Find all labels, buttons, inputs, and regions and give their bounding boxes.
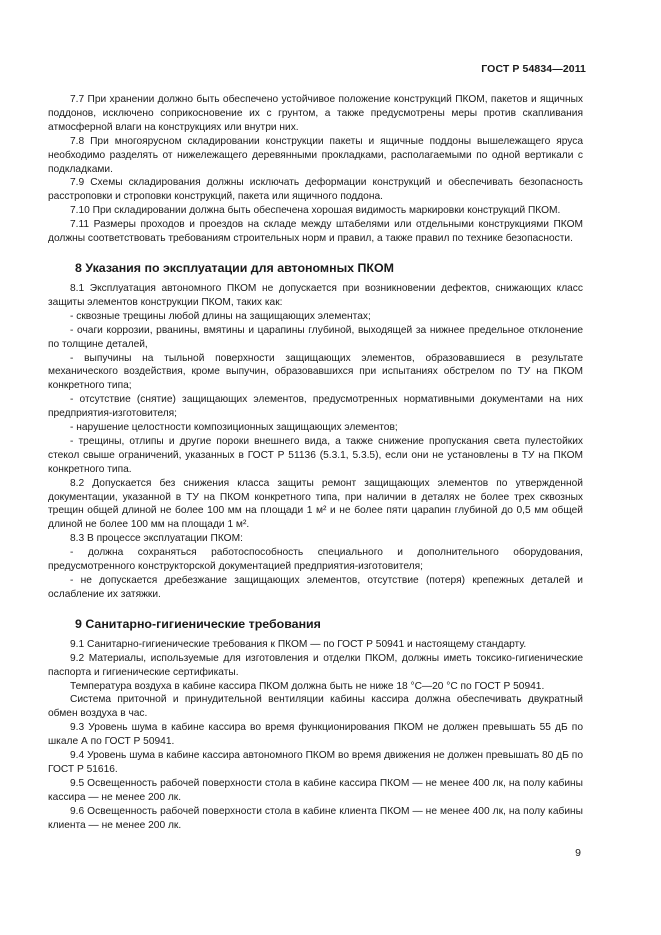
paragraph-9-6: 9.6 Освещенность рабочей поверхности стола в кабине клиента ПКОМ — не менее 400 лк, на полу кабины клиента — не менее 200 лк. xyxy=(48,805,583,831)
page-content xyxy=(48,93,583,833)
list-item: - должна сохраняться работоспособность специального и дополнительного оборудования, предусмотренного конструкторской документацией предприятия-изготовителя; xyxy=(48,547,583,573)
paragraph-9-3: 9.3 Уровень шума в кабине кассира во время функционирования ПКОМ не должен превышать 55 дБ по шкале А по ГОСТ Р 50941. xyxy=(48,722,583,748)
list-item: - очаги коррозии, рванины, вмятины и царапины глубиной, выходящей за нижнее предельное отклонение по толщине деталей, xyxy=(48,324,583,350)
paragraph-temperature: Температура воздуха в кабине кассира ПКОМ должна быть не ниже 18 °С—20 °С по ГОСТ Р 50941. xyxy=(70,680,545,692)
paragraph-7-8: 7.8 При многоярусном складировании конструкции пакеты и ящичные поддоны вышележащего яруса необходимо разделять от нижележащего деревянными прокладками, располагаемыми по одной вертикали с подкладками. xyxy=(48,135,583,175)
paragraph-ventilation: Система приточной и принудительной вентиляции кабины кассира должна обеспечивать двукратный обмен воздуха в час. xyxy=(48,694,583,720)
paragraph-7-10: 7.10 При складировании должна быть обеспечена хорошая видимость маркировки конструкций ПКОМ. xyxy=(70,205,561,217)
list-item: - не допускается дребезжание защищающих элементов, отсутствие (потеря) крепежных деталей и ослабление их затяжки. xyxy=(48,575,583,600)
section-9-title: 9 Санитарно-гигиенические требования xyxy=(75,616,321,631)
paragraph-9-5: 9.5 Освещенность рабочей поверхности стола в кабине кассира ПКОМ — не менее 400 лк, на полу кабины кассира — не менее 200 лк. xyxy=(48,777,583,803)
paragraph-7-7: 7.7 При хранении должно быть обеспечено устойчивое положение конструкций ПКОМ, пакетов и ящичных поддонов, исключено соприкосновение их с грунтом, а также предусмотрены меры против скапливания атмосферной влаги на конструкциях или внутри них. xyxy=(48,94,583,133)
list-item: - выпучины на тыльной поверхности защищающих элементов, образовавшиеся в результате механического воздействия, кроме выпучин, образовавшихся при испытаниях обстрелом по ТУ на ПКОМ конкретного типа; xyxy=(48,352,583,392)
paragraph-9-2: 9.2 Материалы, используемые для изготовления и отделки ПКОМ, должны иметь токсико-гигиенические паспорта и гигиенические сертификаты. xyxy=(48,652,583,678)
paragraph-9-1: 9.1 Санитарно-гигиенические требования к ПКОМ — по ГОСТ Р 50941 и настоящему стандарту. xyxy=(70,638,527,650)
paragraph-8-3: 8.3 В процессе эксплуатации ПКОМ: xyxy=(70,533,243,545)
list-item: - отсутствие (снятие) защищающих элементов, предусмотренных нормативными документами на них предприятия-изготовителя; xyxy=(48,394,583,420)
paragraph-8-1: 8.1 Эксплуатация автономного ПКОМ не допускается при возникновении дефектов, снижающих класс защиты элементов конструкции ПКОМ, таких как: xyxy=(48,282,583,308)
document-id-header: ГОСТ Р 54834—2011 xyxy=(481,63,586,75)
list-item: - сквозные трещины любой длины на защищающих элементах; xyxy=(70,310,371,322)
paragraph-9-4: 9.4 Уровень шума в кабине кассира автономного ПКОМ во время движения не должен превышать 80 дБ по ГОСТ Р 51616. xyxy=(48,750,583,775)
paragraph-7-9: 7.9 Схемы складирования должны исключать деформации конструкций и обеспечивать безопасность расстроповки и строповки конструкций, пакета или ящичного поддона. xyxy=(48,177,583,203)
paragraph-7-11: 7.11 Размеры проходов и проездов на складе между штабелями или отдельными конструкциями ПКОМ должны соответствовать требованиям строительных норм и правил, а также правил по технике безопасности. xyxy=(48,219,583,245)
list-item: - нарушение целостности композиционных защищающих элементов; xyxy=(70,422,398,434)
paragraph-8-2: 8.2 Допускается без снижения класса защиты ремонт защищающих элементов по утвержденной документации, указанной в ТУ на ПКОМ конкретного типа, при наличии в деталях не более трех сквозных трещин общей длиной не более 100 мм на площади 1 м² и не более пяти царапин глубиной до 0,5 мм общей длиной не более 100 мм на площади 1 м². xyxy=(48,477,583,531)
list-item: - трещины, отлипы и другие пороки внешнего вида, а также снижение пропускания света пулестойких стекол свыше ограничений, указанных в ГОСТ Р 51136 (5.3.1, 5.3.5), если они не установлены в ТУ на ПКОМ конкретного типа. xyxy=(48,435,583,475)
section-8-title: 8 Указания по эксплуатации для автономных ПКОМ xyxy=(75,260,394,275)
page-number: 9 xyxy=(575,847,581,859)
